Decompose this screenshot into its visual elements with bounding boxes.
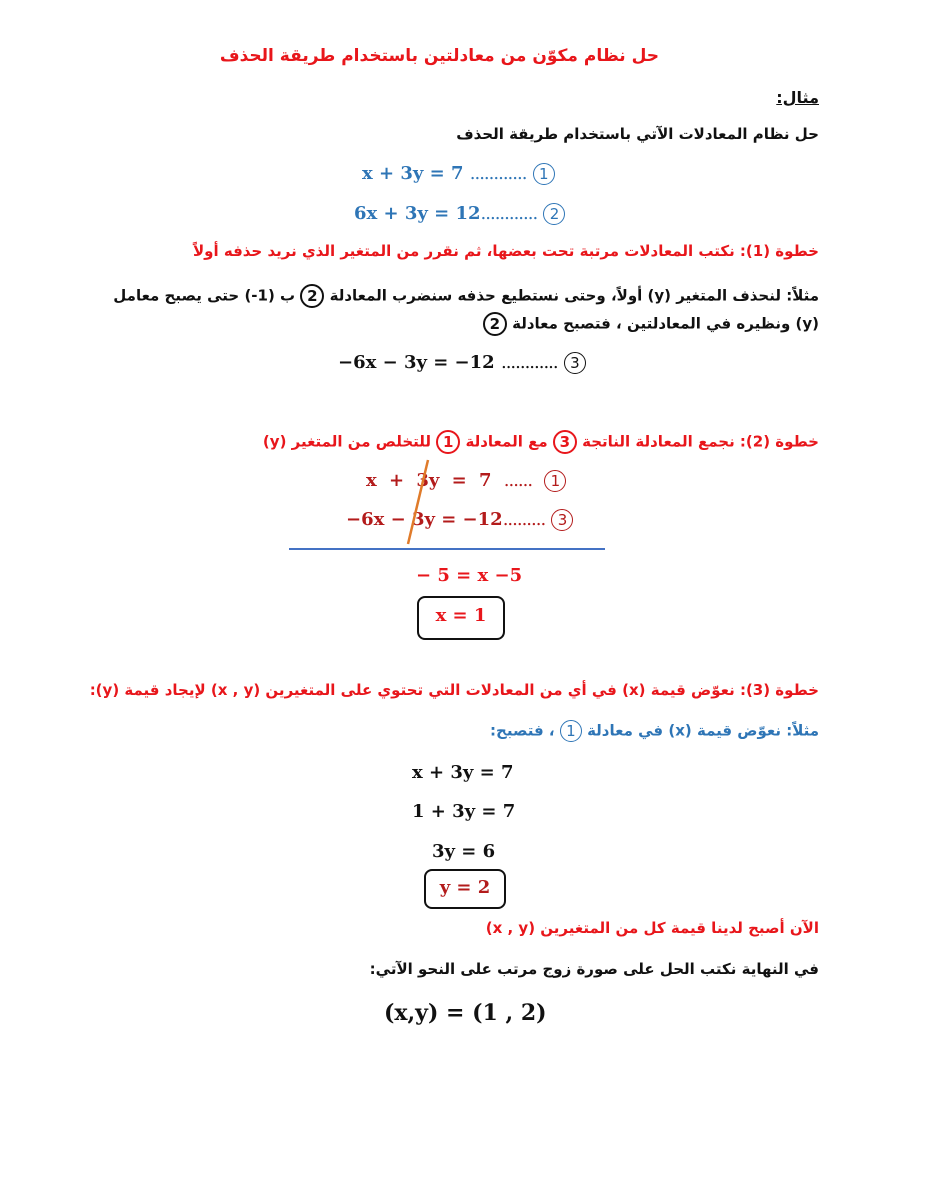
step3-example <box>490 720 819 742</box>
step2-text-c: للتخلص من المتغير (y) <box>262 432 432 451</box>
equation-text: −6x − 3y = −12 <box>346 509 503 530</box>
step1-text-b: ب (1-) حتى يصبح معامل <box>113 286 296 305</box>
strike-line <box>408 460 428 544</box>
step1-heading: خطوة (1): نكتب المعادلات مرتبة تحت بعضها، ثم نقرر من المتغير الذي نريد حذفه أولاً <box>192 242 819 260</box>
step1-explanation-line1 <box>113 284 819 308</box>
example-label: مثال: <box>776 88 819 107</box>
step2-result-box <box>417 596 505 640</box>
equation-dots: ...... <box>503 470 533 491</box>
system-equation-2 <box>354 203 565 225</box>
system-equation-1 <box>362 163 555 185</box>
equation-number-1-icon: 1 <box>544 470 566 492</box>
step2-equation-3 <box>346 509 573 531</box>
substitution-line-1: x + 3y = 7 <box>412 762 514 783</box>
addition-divider <box>289 548 605 550</box>
conclusion-line-2: في النهاية نكتب الحل على صورة زوج مرتب على النحو الآتي: <box>369 960 819 978</box>
substitution-line-3: 3y = 6 <box>432 841 496 862</box>
equation-ref-1-icon: 1 <box>560 720 582 742</box>
equation-text: −6x − 3y = −12 <box>338 352 495 373</box>
equation-dots: ............ <box>480 203 538 224</box>
equation-dots: ............ <box>500 352 558 373</box>
equation-ref-2-icon: 2 <box>483 312 507 336</box>
step2-equation-1 <box>366 470 566 492</box>
substitution-line-2: 1 + 3y = 7 <box>412 801 516 822</box>
equation-text: x + 3y = 7 <box>366 470 492 491</box>
step3-text-b: ، فتصبح: <box>490 721 555 740</box>
x-result: x = 1 <box>435 605 487 626</box>
equation-ref-1-icon: 1 <box>436 430 460 454</box>
y-result: y = 2 <box>439 877 491 898</box>
final-answer: (x,y) = (1 , 2) <box>384 1000 547 1026</box>
step1-equation-3 <box>338 352 586 374</box>
step2-heading <box>263 430 819 454</box>
equation-number-3-icon: 3 <box>551 509 573 531</box>
step2-text-b: مع المعادلة <box>465 432 548 451</box>
step1-text-c: (y) ونظيره في المعادلتين ، فتصبح معادلة <box>512 314 819 333</box>
equation-number-2-icon: 2 <box>543 203 565 225</box>
step3-result-box <box>424 869 506 909</box>
equation-dots: ......... <box>502 509 546 530</box>
step1-text-a: مثلاً: لنحذف المتغير (y) أولاً، وحتى نستطيع حذفه سنضرب المعادلة <box>329 286 819 305</box>
equation-dots: ............ <box>469 163 527 184</box>
equation-number-1-icon: 1 <box>533 163 555 185</box>
step2-sum: − 5 = x −5 <box>416 565 523 586</box>
instruction-text: حل نظام المعادلات الآتي باستخدام طريقة الحذف <box>456 125 819 143</box>
step2-text-a: خطوة (2): نجمع المعادلة الناتجة <box>582 432 819 451</box>
step3-text-a: مثلاً: نعوّض قيمة (x) في معادلة <box>587 721 819 740</box>
equation-number-3-icon: 3 <box>564 352 586 374</box>
step3-heading: خطوة (3): نعوّض قيمة (x) في أي من المعادلات التي تحتوي على المتغيرين (x , y) لإيجاد قيمة (y): <box>89 681 819 699</box>
equation-text: 6x + 3y = 12 <box>354 203 481 224</box>
equation-ref-2-icon: 2 <box>300 284 324 308</box>
step1-explanation-line2 <box>483 312 819 336</box>
equation-ref-3-icon: 3 <box>553 430 577 454</box>
conclusion-line-1: الآن أصبح لدينا قيمة كل من المتغيرين (x , y) <box>485 919 819 937</box>
page-title: حل نظام مكوّن من معادلتين باستخدام طريقة الحذف <box>219 46 659 66</box>
cancel-strike-line <box>398 458 438 548</box>
equation-text: x + 3y = 7 <box>362 163 464 184</box>
